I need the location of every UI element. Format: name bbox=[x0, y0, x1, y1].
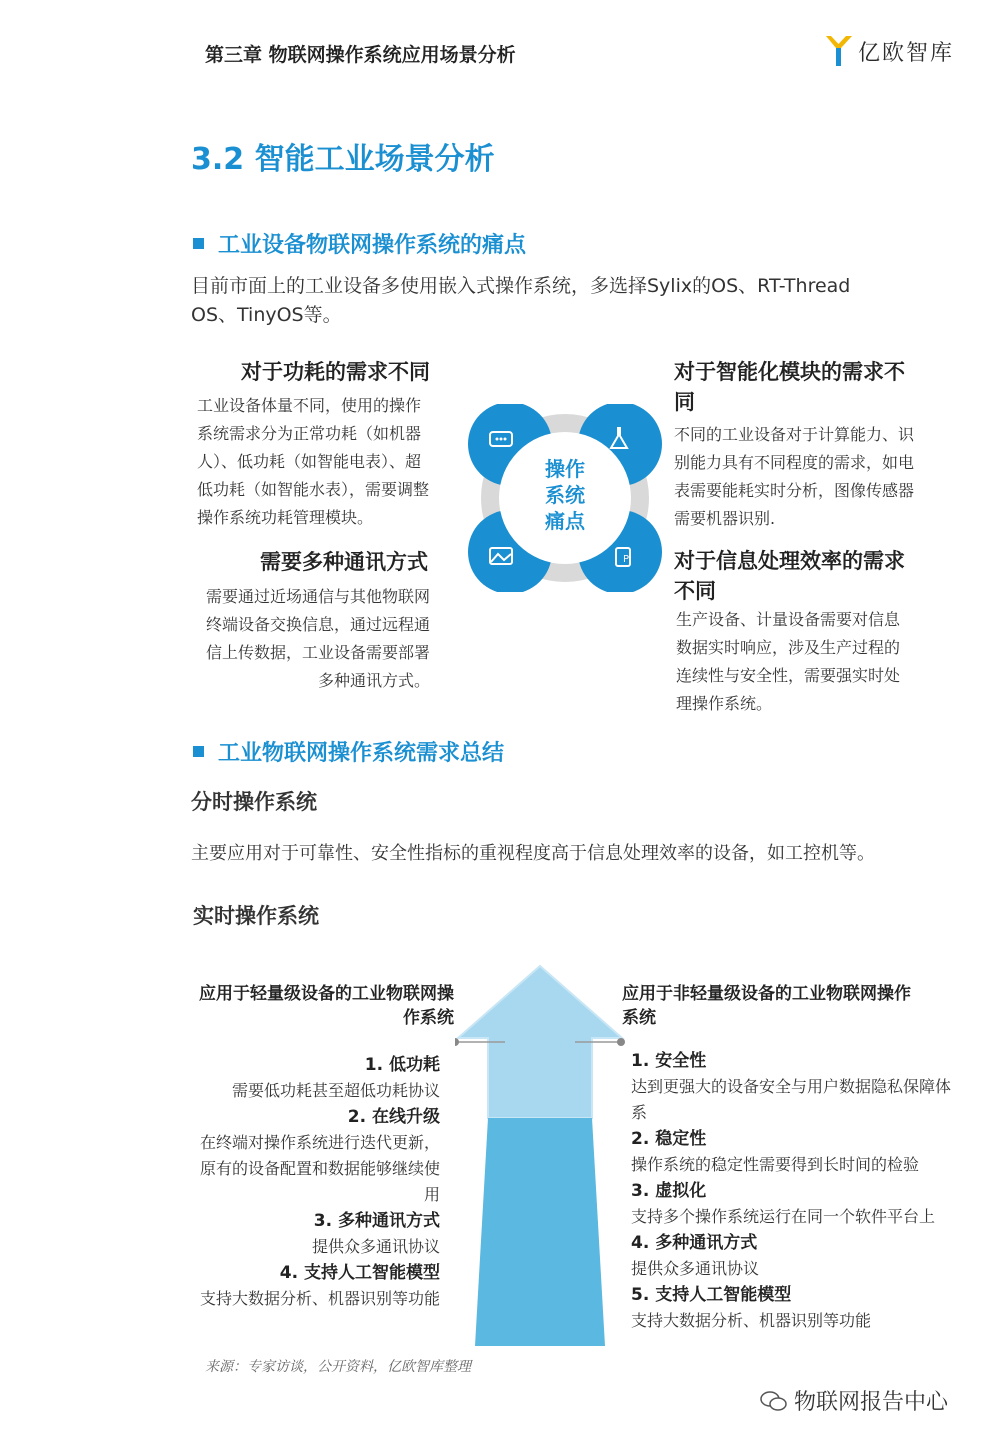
right-item-desc: 操作系统的稳定性需要得到长时间的检验 bbox=[631, 1155, 920, 1174]
right-item-title: 5. 支持人工智能模型 bbox=[631, 1285, 792, 1305]
right-item-desc: 支持多个操作系统运行在同一个软件平台上 bbox=[631, 1207, 936, 1226]
section-heading-summary bbox=[193, 736, 504, 767]
point-title-power: 对于功耗的需求不同 bbox=[241, 360, 430, 384]
point-body-power: 工业设备体量不同，使用的操作系统需求分为正常功耗（如机器人）、低功耗（如智能电表）、超低功耗（如智能水表），需要调整操作系统功耗管理模块。 bbox=[197, 396, 430, 527]
left-item-desc: 需要低功耗甚至超低功耗协议 bbox=[231, 1081, 440, 1100]
left-column-title: 应用于轻量级设备的工业物联网操作系统 bbox=[199, 984, 454, 1028]
left-item-title: 3. 多种通讯方式 bbox=[313, 1211, 440, 1231]
left-item-title: 4. 支持人工智能模型 bbox=[279, 1263, 440, 1283]
right-item-desc: 提供众多通讯协议 bbox=[631, 1259, 760, 1278]
watermark bbox=[760, 1385, 948, 1416]
source-note: 来源：专家访谈，公开资料，亿欧智库整理 bbox=[205, 1359, 471, 1375]
left-item-desc: 支持大数据分析、机器识别等功能 bbox=[199, 1289, 440, 1308]
upward-arrow bbox=[455, 962, 625, 1350]
center-label-line1: 操作 bbox=[545, 457, 585, 481]
right-column-title: 应用于非轻量级设备的工业物联网操作系统 bbox=[622, 984, 911, 1028]
point-title-intelligence: 对于智能化模块的需求不同 bbox=[674, 360, 905, 414]
right-item-title: 2. 稳定性 bbox=[631, 1129, 707, 1149]
center-label-line2: 系统 bbox=[545, 483, 585, 507]
point-body-efficiency: 生产设备、计量设备需要对信息数据实时响应，涉及生产过程的连续性与安全性，需要强实时处理操作系统。 bbox=[676, 610, 901, 713]
section-heading-text: 工业物联网操作系统需求总结 bbox=[218, 741, 505, 766]
center-label-line3: 痛点 bbox=[545, 509, 585, 533]
left-item-title: 2. 在线升级 bbox=[347, 1107, 440, 1127]
section-heading-text: 工业设备物联网操作系统的痛点 bbox=[218, 233, 527, 258]
right-item-desc: 达到更强大的设备安全与用户数据隐私保障体系 bbox=[631, 1077, 952, 1122]
wechat-icon bbox=[760, 1390, 788, 1412]
right-requirements-list bbox=[631, 1048, 953, 1334]
point-body-comm: 需要通过近场通信与其他物联网终端设备交换信息，通过远程通信上传数据，工业设备需要部署多种通讯方式。 bbox=[205, 587, 430, 690]
realtime-title: 实时操作系统 bbox=[193, 904, 319, 928]
left-item-title: 1. 低功耗 bbox=[364, 1055, 440, 1075]
intro-paragraph: 目前市面上的工业设备多使用嵌入式操作系统，多选择Sylix的OS、RT-Thread OS、TinyOS等。 bbox=[191, 275, 851, 326]
chapter-header: 第三章 物联网操作系统应用场景分析 bbox=[205, 44, 516, 66]
point-body-intelligence: 不同的工业设备对于计算能力、识别能力具有不同程度的需求，如电表需要能耗实时分析，图像传感器需要机器识别. bbox=[674, 425, 915, 528]
right-item-title: 4. 多种通讯方式 bbox=[631, 1233, 758, 1253]
left-item-desc: 提供众多通讯协议 bbox=[311, 1237, 440, 1256]
timeshare-body: 主要应用对于可靠性、安全性指标的重视程度高于信息处理效率的设备，如工控机等。 bbox=[191, 843, 875, 864]
bullet-square-icon bbox=[193, 746, 204, 757]
left-requirements-list bbox=[186, 1052, 440, 1312]
page-title: 3.2 智能工业场景分析 bbox=[191, 142, 495, 177]
logo-icon bbox=[824, 34, 854, 68]
point-title-efficiency: 对于信息处理效率的需求不同 bbox=[674, 549, 905, 603]
bullet-square-icon bbox=[193, 238, 204, 249]
section-heading-pain-points bbox=[193, 228, 526, 259]
point-title-comm: 需要多种通讯方式 bbox=[260, 550, 428, 574]
logo-text: 亿欧智库 bbox=[858, 40, 955, 66]
right-item-title: 3. 虚拟化 bbox=[631, 1181, 707, 1201]
watermark-text: 物联网报告中心 bbox=[794, 1390, 949, 1415]
timeshare-title: 分时操作系统 bbox=[191, 790, 317, 814]
right-item-desc: 支持大数据分析、机器识别等功能 bbox=[631, 1311, 872, 1330]
brand-logo bbox=[824, 34, 954, 68]
svg-text:P: P bbox=[623, 554, 630, 565]
left-item-desc: 在终端对操作系统进行迭代更新，原有的设备配置和数据能够继续使用 bbox=[199, 1133, 440, 1204]
right-item-title: 1. 安全性 bbox=[631, 1051, 707, 1071]
pain-points-diagram bbox=[468, 404, 662, 592]
